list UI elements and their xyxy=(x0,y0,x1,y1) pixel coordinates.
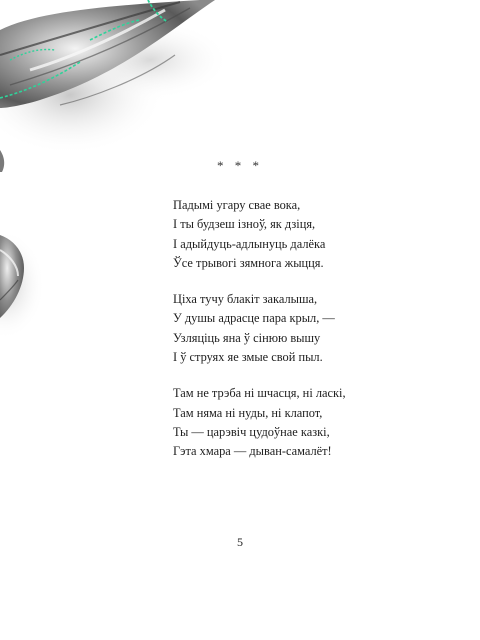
verse-line: Ты — царэвіч цудоўнае казкі, xyxy=(173,424,330,439)
verse-line: Падымі угару свае вока, xyxy=(173,198,301,212)
page-number: 5 xyxy=(237,535,243,549)
verse-line: Узляціць яна ў сінюю вышу xyxy=(173,330,321,345)
verse-line: Ўсе трывогі зямнога жыцця. xyxy=(173,255,324,270)
verse-line: І адыйдуць-адлынуць далёка xyxy=(173,236,326,251)
verse-line: Там не трэба ні шчасця, ні ласкі, xyxy=(173,386,346,401)
verse-line: І ты будзеш ізноў, як дзіця, xyxy=(173,217,316,232)
top-swirl-drawing xyxy=(0,0,230,155)
poem xyxy=(173,196,463,479)
section-separator: * * * xyxy=(217,158,263,173)
stanza-3 xyxy=(173,384,463,461)
verse-line: Там няма ні нуды, ні клапот, xyxy=(173,405,323,420)
verse-line: І ў струях яе змые свой пыл. xyxy=(173,350,323,365)
stanza-1 xyxy=(173,196,463,273)
verse-line: У душы адрасце пара крыл, — xyxy=(173,311,335,326)
left-swirl-drawing xyxy=(0,230,45,340)
verse-line: Гэта хмара — дыван-самалёт! xyxy=(173,444,332,459)
verse-line: Ціха тучу блакіт закалыша, xyxy=(173,292,318,307)
stanza-2 xyxy=(173,290,463,367)
